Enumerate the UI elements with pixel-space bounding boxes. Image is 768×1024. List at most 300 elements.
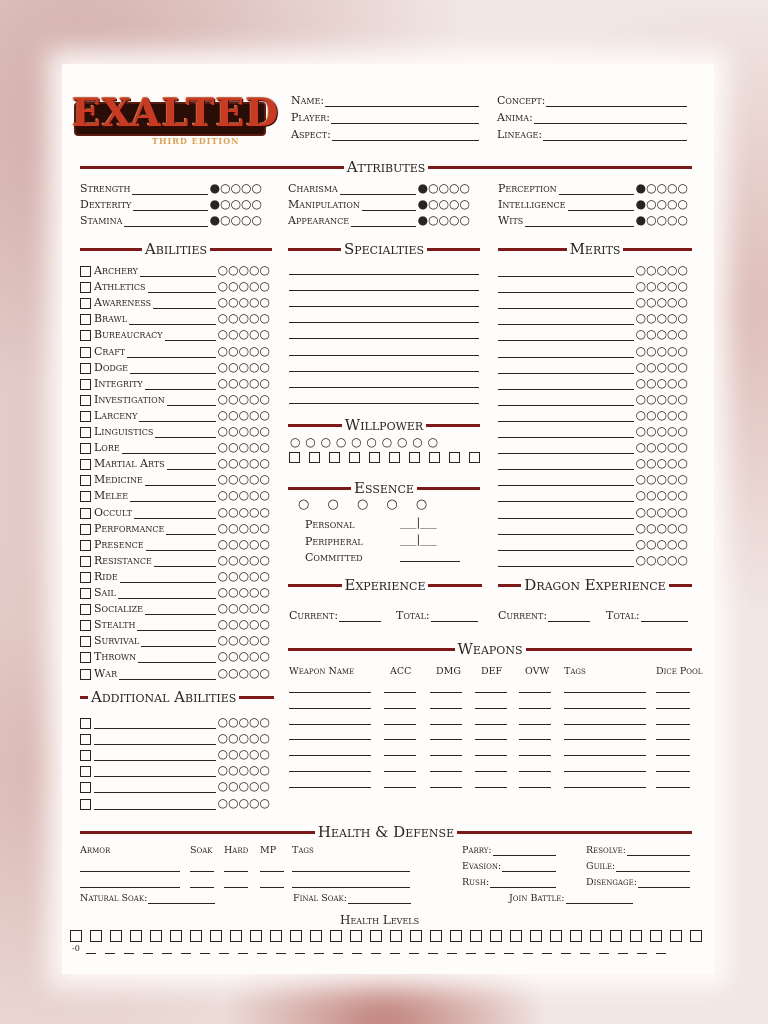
willpower-box[interactable] — [389, 452, 400, 463]
health-penalty-blank[interactable] — [105, 947, 115, 954]
specialty-line[interactable] — [289, 340, 479, 356]
weapon-cell[interactable] — [384, 708, 416, 709]
willpower-box[interactable] — [289, 452, 300, 463]
ability-integrity — [80, 374, 270, 390]
ability-name-line[interactable] — [94, 718, 216, 729]
merit-name-line[interactable] — [498, 427, 634, 438]
health-level-box[interactable] — [550, 930, 562, 942]
ability-dots[interactable]: ○○○○○ — [217, 747, 270, 762]
weapon-cell[interactable] — [475, 739, 507, 740]
armor-cell[interactable] — [292, 887, 410, 888]
favored-checkbox[interactable] — [80, 556, 91, 567]
ability-dots[interactable]: ○○○○○ — [217, 504, 270, 519]
ability-dots[interactable]: ○○○○○ — [217, 520, 270, 535]
favored-checkbox[interactable] — [80, 652, 91, 663]
merit-dots[interactable]: ○○○○○ — [635, 311, 688, 326]
health-level-box[interactable] — [410, 930, 422, 942]
health-penalty-blank[interactable] — [238, 947, 248, 954]
ability-dots[interactable]: ○○○○○ — [217, 295, 270, 310]
health-penalty-blank[interactable] — [162, 947, 172, 954]
favored-checkbox[interactable] — [80, 395, 91, 406]
favored-checkbox[interactable] — [80, 459, 91, 470]
specialty-line[interactable] — [289, 307, 479, 323]
weapon-cell[interactable] — [564, 787, 646, 788]
health-penalty-blank[interactable] — [143, 947, 153, 954]
health-penalty-blank[interactable] — [637, 947, 647, 954]
ability-label: Performance — [94, 521, 165, 535]
merit-name-line[interactable] — [498, 395, 634, 406]
weapon-cell[interactable] — [289, 708, 371, 709]
merit-dots[interactable]: ○○○○○ — [635, 472, 688, 487]
health-penalty-blank[interactable] — [485, 947, 495, 954]
attribute-dots[interactable]: ●○○○○ — [635, 213, 688, 227]
weapon-cell[interactable] — [430, 771, 462, 772]
ability-name-line[interactable] — [94, 750, 216, 761]
parry-field[interactable] — [462, 845, 556, 856]
health-level-box[interactable] — [270, 930, 282, 942]
ability-dots[interactable]: ○○○○○ — [217, 617, 270, 632]
weapon-cell[interactable] — [475, 771, 507, 772]
merit-dots[interactable]: ○○○○○ — [635, 295, 688, 310]
health-level-box[interactable] — [450, 930, 462, 942]
armor-cell[interactable] — [224, 887, 248, 888]
favored-checkbox[interactable] — [80, 524, 91, 535]
attribute-dots[interactable]: ●○○○○ — [417, 197, 470, 211]
health-level-box[interactable] — [130, 930, 142, 942]
weapon-cell[interactable] — [430, 787, 462, 788]
health-level-box[interactable] — [430, 930, 442, 942]
essence-personal-value[interactable]: ___|___ — [400, 516, 437, 529]
favored-checkbox[interactable] — [80, 379, 91, 390]
weapon-cell[interactable] — [289, 692, 371, 693]
armor-cell[interactable] — [80, 887, 180, 888]
health-level-box[interactable] — [530, 930, 542, 942]
armor-col-armor: Armor — [80, 845, 111, 856]
health-level-box[interactable] — [510, 930, 522, 942]
favored-checkbox[interactable] — [80, 734, 91, 745]
weapon-cell[interactable] — [519, 787, 551, 788]
merit-dots[interactable]: ○○○○○ — [635, 440, 688, 455]
weapon-cell[interactable] — [564, 739, 646, 740]
health-level-box[interactable] — [470, 930, 482, 942]
attribute-dots[interactable]: ●○○○○ — [417, 213, 470, 227]
ability-name-line[interactable] — [94, 799, 216, 810]
health-penalty-blank[interactable] — [333, 947, 343, 954]
health-level-box[interactable] — [170, 930, 182, 942]
ability-dots[interactable]: ○○○○○ — [217, 472, 270, 487]
health-penalty-blank[interactable] — [295, 947, 305, 954]
health-level-box[interactable] — [290, 930, 302, 942]
favored-checkbox[interactable] — [80, 443, 91, 454]
additional-ability-row — [80, 713, 270, 729]
name-field[interactable] — [291, 94, 479, 107]
favored-checkbox[interactable] — [80, 282, 91, 293]
aspect-field[interactable] — [291, 128, 479, 141]
ability-dots[interactable]: ○○○○○ — [217, 488, 270, 503]
weapon-cell[interactable] — [475, 724, 507, 725]
specialty-line[interactable] — [289, 259, 479, 275]
ability-dots[interactable]: ○○○○○ — [217, 279, 270, 294]
merit-name-line[interactable] — [498, 314, 634, 325]
ability-dots[interactable]: ○○○○○ — [217, 311, 270, 326]
ability-martial-arts — [80, 454, 270, 470]
merit-dots[interactable]: ○○○○○ — [635, 391, 688, 406]
weapon-cell[interactable] — [384, 771, 416, 772]
ability-dots[interactable]: ○○○○○ — [217, 795, 270, 810]
favored-checkbox[interactable] — [80, 427, 91, 438]
health-penalty-blank[interactable] — [181, 947, 191, 954]
weapon-cell[interactable] — [475, 692, 507, 693]
favored-checkbox[interactable] — [80, 620, 91, 631]
weapon-cell[interactable] — [384, 755, 416, 756]
ability-name-line[interactable] — [94, 766, 216, 777]
willpower-box[interactable] — [329, 452, 340, 463]
resolve-field[interactable] — [586, 845, 690, 856]
weapon-cell[interactable] — [519, 739, 551, 740]
ability-dots[interactable]: ○○○○○ — [217, 327, 270, 342]
armor-cell[interactable] — [260, 887, 284, 888]
ability-dots[interactable]: ○○○○○ — [217, 375, 270, 390]
armor-cell[interactable] — [190, 871, 214, 872]
weapon-cell[interactable] — [564, 755, 646, 756]
weapon-cell[interactable] — [475, 787, 507, 788]
weapon-cell[interactable] — [430, 708, 462, 709]
health-penalty-blank[interactable] — [257, 947, 267, 954]
merit-dots[interactable]: ○○○○○ — [635, 327, 688, 342]
health-penalty-blank[interactable] — [618, 947, 628, 954]
favored-checkbox[interactable] — [80, 298, 91, 309]
favored-checkbox[interactable] — [80, 491, 91, 502]
favored-checkbox[interactable] — [80, 411, 91, 422]
health-level-box[interactable] — [590, 930, 602, 942]
concept-field[interactable] — [497, 94, 687, 107]
health-penalty-blank[interactable] — [371, 947, 381, 954]
weapon-cell[interactable] — [564, 771, 646, 772]
weapon-cell[interactable] — [656, 692, 690, 693]
weapon-cell[interactable] — [430, 739, 462, 740]
merit-name-line[interactable] — [498, 266, 634, 277]
merit-dots[interactable]: ○○○○○ — [635, 456, 688, 471]
health-penalty-blank[interactable] — [314, 947, 324, 954]
attribute-dots[interactable]: ●○○○○ — [209, 213, 262, 227]
favored-checkbox[interactable] — [80, 799, 91, 810]
xp-current-field[interactable]: Current: — [289, 609, 381, 622]
ability-dots[interactable]: ○○○○○ — [217, 665, 270, 680]
health-level-box[interactable] — [310, 930, 322, 942]
xp-total-field[interactable]: Total: — [396, 609, 478, 622]
essence-peripheral-value[interactable]: ___|___ — [400, 532, 437, 546]
essence-dots[interactable]: ○ ○ ○ ○ ○ — [298, 497, 428, 512]
weapon-cell[interactable] — [475, 708, 507, 709]
attribute-dots[interactable]: ●○○○○ — [417, 181, 470, 195]
health-level-box[interactable] — [190, 930, 202, 942]
favored-checkbox[interactable] — [80, 572, 91, 583]
merit-name-line[interactable] — [498, 459, 634, 470]
weapon-cell[interactable] — [289, 787, 371, 788]
merit-dots[interactable]: ○○○○○ — [635, 552, 688, 567]
health-level-box[interactable] — [370, 930, 382, 942]
join-battle-field[interactable] — [509, 893, 633, 904]
weapon-cell[interactable] — [656, 787, 690, 788]
merit-dots[interactable]: ○○○○○ — [635, 359, 688, 374]
favored-checkbox[interactable] — [80, 588, 91, 599]
weapon-cell[interactable] — [519, 771, 551, 772]
armor-cell[interactable] — [260, 871, 284, 872]
ability-medicine — [80, 470, 270, 486]
health-penalty-blank[interactable] — [86, 947, 96, 954]
weapon-cell[interactable] — [564, 692, 646, 693]
ability-dots[interactable]: ○○○○○ — [217, 585, 270, 599]
ability-dots[interactable]: ○○○○○ — [217, 440, 270, 455]
weapon-cell[interactable] — [564, 724, 646, 725]
weapon-cell[interactable] — [656, 755, 690, 756]
health-level-box[interactable] — [390, 930, 402, 942]
merit-dots[interactable]: ○○○○○ — [635, 407, 688, 422]
anima-field[interactable] — [497, 111, 687, 124]
willpower-box[interactable] — [449, 452, 460, 463]
merit-dots[interactable]: ○○○○○ — [635, 520, 688, 535]
merit-dots[interactable]: ○○○○○ — [635, 343, 688, 358]
health-level-box[interactable] — [630, 930, 642, 942]
health-penalty-blank[interactable] — [409, 947, 419, 954]
favored-checkbox[interactable] — [80, 330, 91, 341]
health-penalty-blank[interactable] — [276, 947, 286, 954]
health-penalty-blank[interactable] — [504, 947, 514, 954]
health-penalty-blank[interactable] — [200, 947, 210, 954]
merit-name-line[interactable] — [498, 411, 634, 422]
weapon-cell[interactable] — [289, 724, 371, 725]
ability-label: Martial Arts — [94, 457, 165, 471]
merit-name-line[interactable] — [498, 298, 634, 309]
health-penalty-blank[interactable] — [561, 947, 571, 954]
health-level-box[interactable] — [70, 930, 82, 942]
attribute-dots[interactable]: ●○○○○ — [635, 197, 688, 211]
health-penalty-blank[interactable] — [523, 947, 533, 954]
willpower-box[interactable] — [469, 452, 480, 463]
weapon-col-dice-pool: Dice Pool — [656, 666, 703, 677]
ability-dots[interactable]: ○○○○○ — [217, 763, 270, 778]
merit-dots[interactable]: ○○○○○ — [635, 488, 688, 503]
merit-name-line[interactable] — [498, 491, 634, 502]
merit-row — [498, 325, 688, 341]
weapon-cell[interactable] — [289, 771, 371, 772]
health-penalty-blank[interactable] — [466, 947, 476, 954]
weapon-cell[interactable] — [519, 708, 551, 709]
natural-soak-field[interactable] — [80, 893, 215, 904]
weapon-col-tags: Tags — [564, 666, 586, 677]
weapon-cell[interactable] — [656, 739, 690, 740]
merit-name-line[interactable] — [498, 443, 634, 454]
willpower-box[interactable] — [349, 452, 360, 463]
merit-name-line[interactable] — [498, 379, 634, 390]
health-penalty-blank[interactable] — [599, 947, 609, 954]
weapon-cell[interactable] — [475, 755, 507, 756]
ability-label: Socialize — [94, 602, 144, 616]
health-level-box[interactable] — [490, 930, 502, 942]
ability-dots[interactable]: ○○○○○ — [217, 601, 270, 616]
willpower-dots[interactable]: ○ ○ ○ ○ ○ ○ ○ ○ ○ ○ — [290, 435, 439, 449]
merit-name-line[interactable] — [498, 540, 634, 551]
favored-checkbox[interactable] — [80, 636, 91, 647]
willpower-box[interactable] — [429, 452, 440, 463]
favored-checkbox[interactable] — [80, 540, 91, 551]
ability-dots[interactable]: ○○○○○ — [217, 633, 270, 648]
essence-committed-line[interactable] — [400, 561, 460, 562]
armor-cell[interactable] — [292, 871, 410, 872]
health-level-box[interactable] — [610, 930, 622, 942]
favored-checkbox[interactable] — [80, 314, 91, 325]
favored-checkbox[interactable] — [80, 475, 91, 486]
ability-label: War — [94, 666, 118, 680]
favored-checkbox[interactable] — [80, 604, 91, 615]
ability-dots[interactable]: ○○○○○ — [217, 263, 270, 277]
health-level-box[interactable] — [350, 930, 362, 942]
essence-committed-label: Committed — [305, 551, 363, 564]
ability-dots[interactable]: ○○○○○ — [217, 779, 270, 794]
dragon-xp-total-field[interactable]: Total: — [606, 609, 688, 622]
armor-cell[interactable] — [80, 871, 180, 872]
ability-melee — [80, 486, 270, 502]
merit-name-line[interactable] — [498, 330, 634, 341]
favored-checkbox[interactable] — [80, 766, 91, 777]
health-level-box[interactable] — [570, 930, 582, 942]
health-level-box[interactable] — [150, 930, 162, 942]
health-level-box[interactable] — [670, 930, 682, 942]
ability-dots[interactable]: ○○○○○ — [217, 456, 270, 471]
weapon-cell[interactable] — [656, 724, 690, 725]
armor-cell[interactable] — [224, 871, 248, 872]
ability-dots[interactable]: ○○○○○ — [217, 391, 270, 406]
weapon-cell[interactable] — [656, 771, 690, 772]
final-soak-field[interactable] — [293, 893, 411, 904]
favored-checkbox[interactable] — [80, 782, 91, 793]
weapon-cell[interactable] — [430, 724, 462, 725]
weapon-cell[interactable] — [519, 724, 551, 725]
ability-label: Dodge — [94, 360, 129, 374]
health-penalty-blank[interactable] — [656, 947, 666, 954]
merit-name-line[interactable] — [498, 524, 634, 535]
health-level-box[interactable] — [250, 930, 262, 942]
weapon-cell[interactable] — [384, 787, 416, 788]
merit-row — [498, 422, 688, 438]
merit-dots[interactable]: ○○○○○ — [635, 279, 688, 294]
specialty-line[interactable] — [289, 275, 479, 291]
lineage-field[interactable] — [497, 128, 687, 141]
willpower-box[interactable] — [369, 452, 380, 463]
willpower-box[interactable] — [309, 452, 320, 463]
willpower-box[interactable] — [409, 452, 420, 463]
merit-row — [498, 390, 688, 406]
favored-checkbox[interactable] — [80, 266, 91, 277]
weapon-cell[interactable] — [430, 692, 462, 693]
ability-dots[interactable]: ○○○○○ — [217, 649, 270, 664]
merit-name-line[interactable] — [498, 556, 634, 567]
merit-name-line[interactable] — [498, 475, 634, 486]
favored-checkbox[interactable] — [80, 750, 91, 761]
ability-dots[interactable]: ○○○○○ — [217, 407, 270, 422]
guile-field[interactable] — [586, 861, 690, 872]
merit-name-line[interactable] — [498, 508, 634, 519]
health-penalty-blank[interactable] — [447, 947, 457, 954]
merit-name-line[interactable] — [498, 282, 634, 293]
weapon-cell[interactable] — [384, 739, 416, 740]
ability-dots[interactable]: ○○○○○ — [217, 343, 270, 358]
weapon-cell[interactable] — [289, 739, 371, 740]
health-level-box[interactable] — [650, 930, 662, 942]
ability-dots[interactable]: ○○○○○ — [217, 552, 270, 567]
favored-checkbox[interactable] — [80, 508, 91, 519]
health-penalty-blank[interactable] — [219, 947, 229, 954]
health-penalty-blank[interactable] — [352, 947, 362, 954]
health-level-box[interactable] — [210, 930, 222, 942]
attribute-dots[interactable]: ●○○○○ — [209, 181, 262, 195]
weapon-cell[interactable] — [384, 692, 416, 693]
rush-field[interactable] — [462, 877, 556, 888]
health-level-box[interactable] — [110, 930, 122, 942]
merit-name-line[interactable] — [498, 363, 634, 374]
dragon-xp-current-field[interactable]: Current: — [498, 609, 590, 622]
specialty-line[interactable] — [289, 291, 479, 307]
disengage-field[interactable] — [586, 877, 690, 888]
health-penalty-blank[interactable] — [390, 947, 400, 954]
merit-dots[interactable]: ○○○○○ — [635, 375, 688, 390]
health-penalty-blank[interactable] — [542, 947, 552, 954]
favored-checkbox[interactable] — [80, 363, 91, 374]
player-field[interactable] — [291, 111, 479, 124]
weapon-cell[interactable] — [519, 755, 551, 756]
health-penalty-blank[interactable] — [124, 947, 134, 954]
merit-dots[interactable]: ○○○○○ — [635, 263, 688, 277]
health-level-box[interactable] — [690, 930, 702, 942]
ability-dots[interactable]: ○○○○○ — [217, 715, 270, 729]
ability-dots[interactable]: ○○○○○ — [217, 359, 270, 374]
ability-name-line[interactable] — [94, 734, 216, 745]
favored-checkbox[interactable] — [80, 669, 91, 680]
attribute-dots[interactable]: ●○○○○ — [209, 197, 262, 211]
weapon-cell[interactable] — [564, 708, 646, 709]
merit-dots[interactable]: ○○○○○ — [635, 504, 688, 519]
merit-dots[interactable]: ○○○○○ — [635, 424, 688, 438]
specialty-line[interactable] — [289, 388, 479, 404]
favored-checkbox[interactable] — [80, 718, 91, 729]
health-level-box[interactable] — [230, 930, 242, 942]
weapon-cell[interactable] — [430, 755, 462, 756]
health-level-boxes — [70, 930, 710, 942]
ability-dots[interactable]: ○○○○○ — [217, 536, 270, 551]
weapon-cell[interactable] — [384, 724, 416, 725]
evasion-field[interactable] — [462, 861, 556, 872]
specialty-line[interactable] — [289, 323, 479, 339]
favored-checkbox[interactable] — [80, 347, 91, 358]
health-penalty-blank[interactable] — [580, 947, 590, 954]
ability-dots[interactable]: ○○○○○ — [217, 424, 270, 438]
health-level-box[interactable] — [90, 930, 102, 942]
weapon-cell[interactable] — [289, 755, 371, 756]
specialty-line[interactable] — [289, 372, 479, 388]
weapon-cell[interactable] — [519, 692, 551, 693]
attribute-dots[interactable]: ●○○○○ — [635, 181, 688, 195]
specialty-line[interactable] — [289, 356, 479, 372]
ability-name-line[interactable] — [94, 782, 216, 793]
merit-dots[interactable]: ○○○○○ — [635, 536, 688, 551]
health-level-box[interactable] — [330, 930, 342, 942]
ability-dots[interactable]: ○○○○○ — [217, 568, 270, 583]
ability-dots[interactable]: ○○○○○ — [217, 731, 270, 746]
weapon-cell[interactable] — [656, 708, 690, 709]
health-penalty-blank[interactable] — [428, 947, 438, 954]
armor-cell[interactable] — [190, 887, 214, 888]
merit-name-line[interactable] — [498, 347, 634, 358]
